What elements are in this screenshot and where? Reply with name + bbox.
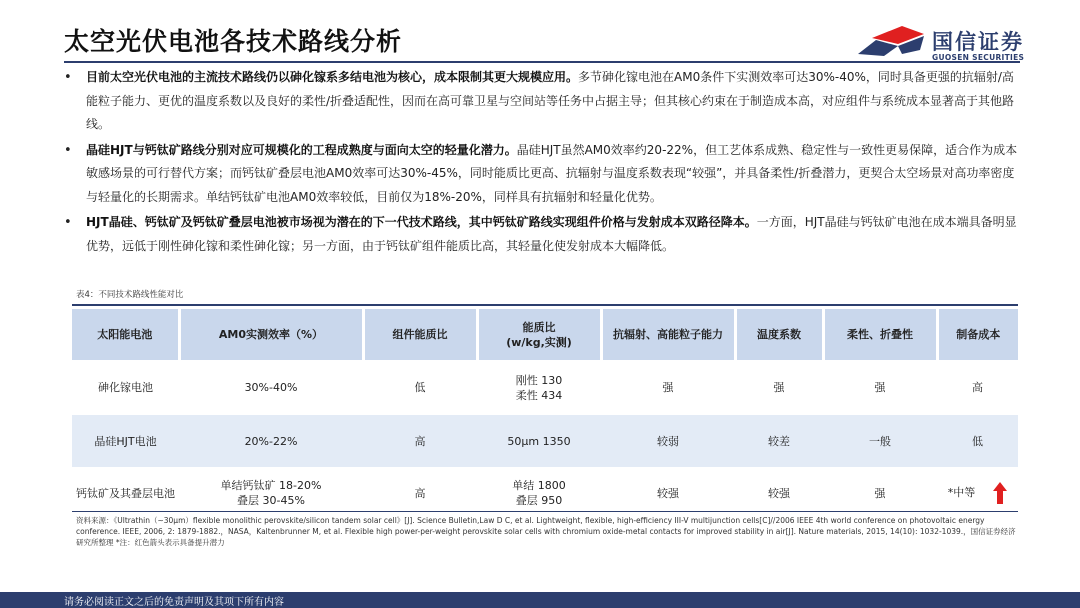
table-cell: 一般 bbox=[823, 415, 937, 467]
column-header: 组件能质比 bbox=[363, 309, 477, 360]
cost-value: *中等 bbox=[947, 486, 976, 499]
table-caption: 表4：不同技术路线性能对比 bbox=[76, 290, 184, 300]
bullet-dot-icon: • bbox=[64, 142, 72, 158]
column-header: 温度系数 bbox=[735, 309, 823, 360]
column-header: 柔性、折叠性 bbox=[823, 309, 937, 360]
bullet-lead: 目前太空光伏电池的主流技术路线仍以砷化镓系多结电池为核心，成本限制其更大规模应用。 bbox=[86, 70, 579, 84]
bullet-item bbox=[64, 211, 1024, 258]
table-cell: 低 bbox=[414, 381, 426, 394]
table-cell: 强 bbox=[773, 381, 785, 394]
table-top-rule bbox=[72, 304, 1018, 306]
bullet-item bbox=[64, 139, 1024, 210]
column-header: 抗辐射、高能粒子能力 bbox=[601, 309, 735, 360]
footer-bar bbox=[0, 592, 1080, 608]
table-cell: 较强 bbox=[657, 486, 679, 500]
column-header: 制备成本 bbox=[937, 309, 1018, 360]
table-cell: 砷化镓电池 bbox=[98, 381, 153, 394]
table-row bbox=[72, 360, 1018, 415]
table-cell: 单结钙钛矿 18-20% 叠层 30-45% bbox=[220, 479, 322, 507]
table-cell: 30%-40% bbox=[244, 381, 298, 394]
table-cell: 高 bbox=[972, 381, 983, 394]
red-up-arrow-icon bbox=[993, 482, 1007, 504]
page-title: 太空光伏电池各技术路线分析 bbox=[64, 27, 403, 56]
table-cell: 刚性 130 柔性 434 bbox=[515, 373, 563, 402]
table-cell: 50μm 1350 bbox=[477, 415, 601, 467]
bullet-body: 多节砷化镓电池在AM0条件下实测效率可达30%-40%，同时具备更强的抗辐射/高能粒子能力、更优的温度系数以及良好的柔性/折叠适配性，因而在高可靠卫星与空间站等任务中占据主导；但其核心约束在于制造成本高，对应组件与系统成本显著高于其他路线。 bbox=[86, 70, 1015, 131]
bullet-item bbox=[64, 66, 1024, 137]
table-cell: 高 bbox=[414, 486, 426, 500]
table-row bbox=[72, 415, 1018, 467]
table-cell: 强 bbox=[662, 381, 674, 394]
summary-bullets bbox=[64, 66, 1024, 260]
bullet-dot-icon: • bbox=[64, 215, 72, 230]
table-cell: 较弱 bbox=[601, 415, 735, 467]
table-cell: 高 bbox=[363, 415, 477, 467]
guosen-logo bbox=[858, 22, 1028, 64]
comparison-table bbox=[72, 309, 1018, 519]
source-note: 资料来源：《Ultrathin（~30μm）flexible monolithic perovskite/silicon tandem solar cell》[J]. Science Bulletin,Law D C, et al. Lightweight, flexible, high-efficiency III-V multijunction cells[C]//2006 IEEE 4th world conference on photovoltaic energy conference. IEEE, 2006, 2: 1879-1882.，NASA，Kaltenbrunner M, et al. Flexible high power-per-weight perovskite solar cells with chromium oxide-metal contacts for improved stability in air[J]. Nature materials, 2015, 14(10): 1032-1039.，国信证券经济研究所整理 *注：红色箭头表示具备提升潜力 bbox=[76, 516, 1016, 547]
brand-name-cn: 国信证券 bbox=[932, 30, 1024, 54]
table-bottom-rule bbox=[72, 511, 1018, 512]
brand-name-en: GUOSEN SECURITIES bbox=[932, 53, 1025, 62]
bullet-lead: 晶硅HJT与钙钛矿路线分别对应可规模化的工程成熟度与面向太空的轻量化潜力。 bbox=[86, 142, 517, 157]
table-cell: 晶硅HJT电池 bbox=[72, 415, 179, 467]
table-cell: 20%-22% bbox=[179, 415, 363, 467]
column-header: 能质比 (w/kg,实测) bbox=[477, 309, 601, 360]
footer-disclaimer: 请务必阅读正文之后的免责声明及其项下所有内容 bbox=[64, 597, 284, 608]
guosen-emblem-icon bbox=[858, 24, 928, 58]
bullet-body: 晶硅HJT虽然AM0效率约20-22%，但工艺体系成熟、稳定性与一致性更易保障，适合作为成本敏感场景的可行替代方案；而钙钛矿叠层电池AM0效率可达30%-45%，同时能质比更高、抗辐射与温度系数表现“较强”，并具备柔性/折叠潜力，更契合太空场景对高功率密度与轻量化的长期需求。单结钙钛矿电池AM0效率较低，目前仅为18%-20%，同样具有抗辐射和轻量化优势。 bbox=[86, 142, 1018, 204]
table-cell: 强 bbox=[874, 486, 886, 500]
table-cell: 较差 bbox=[735, 415, 823, 467]
table-cell: 低 bbox=[937, 415, 1018, 467]
table-cell: 单结 1800 叠层 950 bbox=[512, 479, 566, 507]
table-cell: 较强 bbox=[768, 486, 790, 500]
table-header-row bbox=[72, 309, 1018, 360]
table-cell: 强 bbox=[874, 381, 886, 394]
column-header: 太阳能电池 bbox=[72, 309, 179, 360]
column-header: AM0实测效率（%） bbox=[179, 309, 363, 360]
table-cell: 钙钛矿及其叠层电池 bbox=[76, 486, 175, 500]
bullet-body: 一方面，HJT晶硅与钙钛矿电池在成本端具备明显优势，远低于刚性砷化镓和柔性砷化镓；另一方面，由于钙钛矿组件能质比高，其轻量化使发射成本大幅降低。 bbox=[86, 215, 1017, 253]
bullet-lead: HJT晶硅、钙钛矿及钙钛矿叠层电池被市场视为潜在的下一代技术路线，其中钙钛矿路线实现组件价格与发射成本双路径降本。 bbox=[86, 215, 757, 229]
bullet-dot-icon: • bbox=[64, 70, 72, 85]
